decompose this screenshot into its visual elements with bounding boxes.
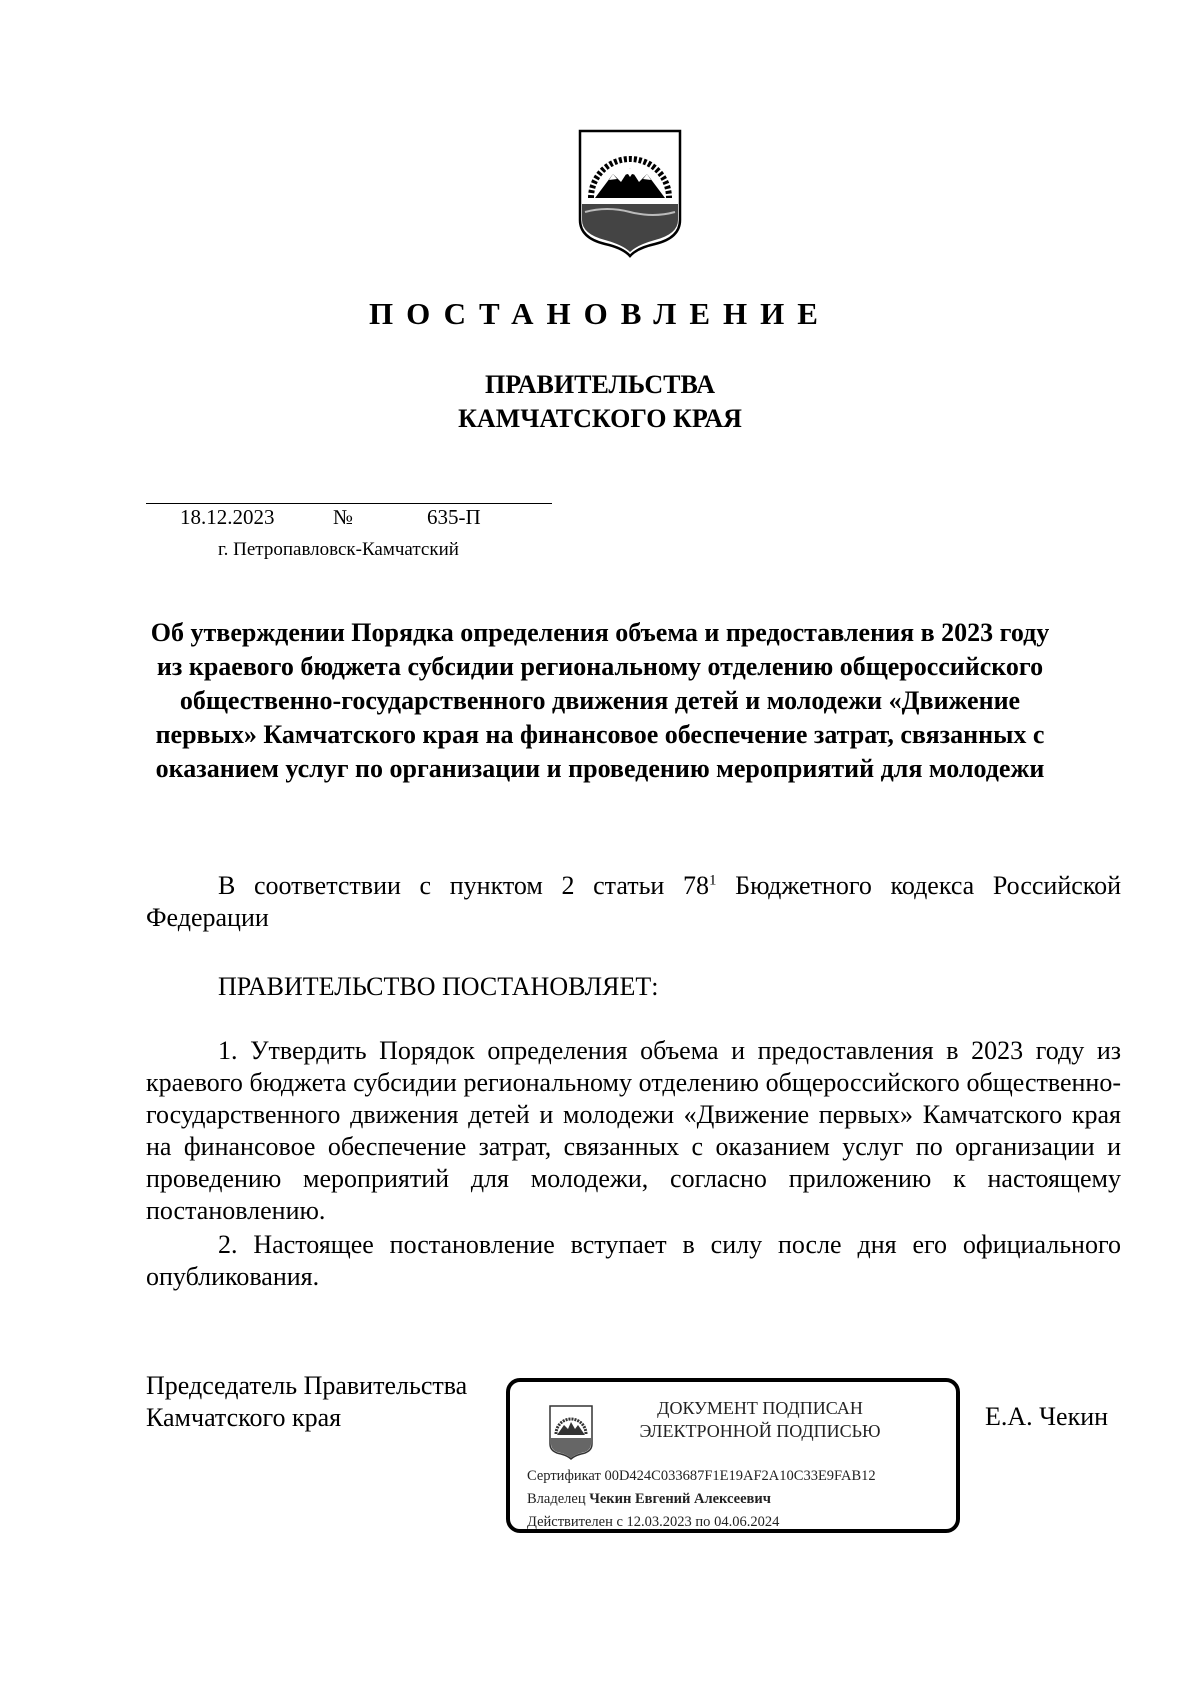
resolves-heading: ПРАВИТЕЛЬСТВО ПОСТАНОВЛЯЕТ:: [218, 972, 659, 1001]
registration-number: 635-П: [427, 505, 481, 529]
certificate-label: Сертификат: [527, 1468, 601, 1484]
stamp-title: [610, 1397, 910, 1443]
item-2: 2. Настоящее постановление вступает в силу после дня его официального опубликования.: [146, 1230, 1121, 1291]
issuer-line-2: КАМЧАТСКОГО КРАЯ: [458, 404, 742, 433]
signatory-name: Е.А. Чекин: [985, 1402, 1109, 1431]
valid-to: 04.06.2024: [714, 1514, 780, 1530]
legal-basis-paragraph: [146, 870, 1121, 934]
signatory-position: [146, 1370, 467, 1434]
document-type: ПОСТАНОВЛЕНИЕ: [369, 296, 831, 331]
certificate-value: 00D424C033687F1E19AF2A10C33E9FAB12: [604, 1468, 876, 1484]
issuer-line-1: ПРАВИТЕЛЬСТВА: [485, 370, 715, 399]
valid-label: Действителен с: [527, 1514, 623, 1530]
coat-of-arms-icon: [577, 128, 683, 258]
city: г. Петропавловск-Камчатский: [218, 539, 459, 560]
valid-to-label: по: [695, 1514, 711, 1530]
legal-basis-superscript: 1: [709, 872, 717, 889]
registration-date: 18.12.2023: [180, 505, 275, 529]
legal-basis-prefix: В соответствии с пунктом 2 статьи 78: [218, 871, 709, 900]
valid-from: 12.03.2023: [626, 1514, 692, 1530]
stamp-title-line-2: ЭЛЕКТРОННОЙ ПОДПИСЬЮ: [639, 1421, 881, 1441]
stamp-certificate: [527, 1468, 876, 1485]
issuer: [0, 368, 1200, 436]
registration-underline: [146, 503, 552, 504]
stamp-owner: [527, 1491, 771, 1508]
owner-value: Чекин Евгений Алексеевич: [589, 1491, 771, 1507]
stamp-coat-of-arms-icon: [548, 1404, 594, 1460]
electronic-signature-stamp: [506, 1378, 960, 1533]
item-1: 1. Утвердить Порядок определения объема и предоставления в 2023 году из краевого бюджета субсидии региональному отделению общероссийского общественно-государственного движения детей и молодежи «Движение первых» Камчатского края на финансовое обеспечение затрат, связанных с оказанием услуг по организации и проведению мероприятий для молодежи, согласно приложению к настоящему постановлению.: [146, 1036, 1121, 1225]
owner-label: Владелец: [527, 1491, 586, 1507]
stamp-title-line-1: ДОКУМЕНТ ПОДПИСАН: [657, 1398, 863, 1418]
number-sign: №: [333, 505, 354, 529]
stamp-validity: [527, 1514, 779, 1531]
position-line-1: Председатель Правительства: [146, 1371, 468, 1400]
document-title: Об утверждении Порядка определения объема и предоставления в 2023 году из краевого бюджета субсидии региональному отделению общероссийского общественно-государственного движения детей и молодежи «Движение первых» Камчатского края на финансовое обеспечение затрат, связанных с оказанием услуг по организации и проведению мероприятий для молодежи: [150, 618, 1050, 783]
position-line-2: Камчатского края: [146, 1403, 342, 1432]
legal-basis-suffix: Бюджетного кодекса Российской Федерации: [146, 871, 1122, 932]
